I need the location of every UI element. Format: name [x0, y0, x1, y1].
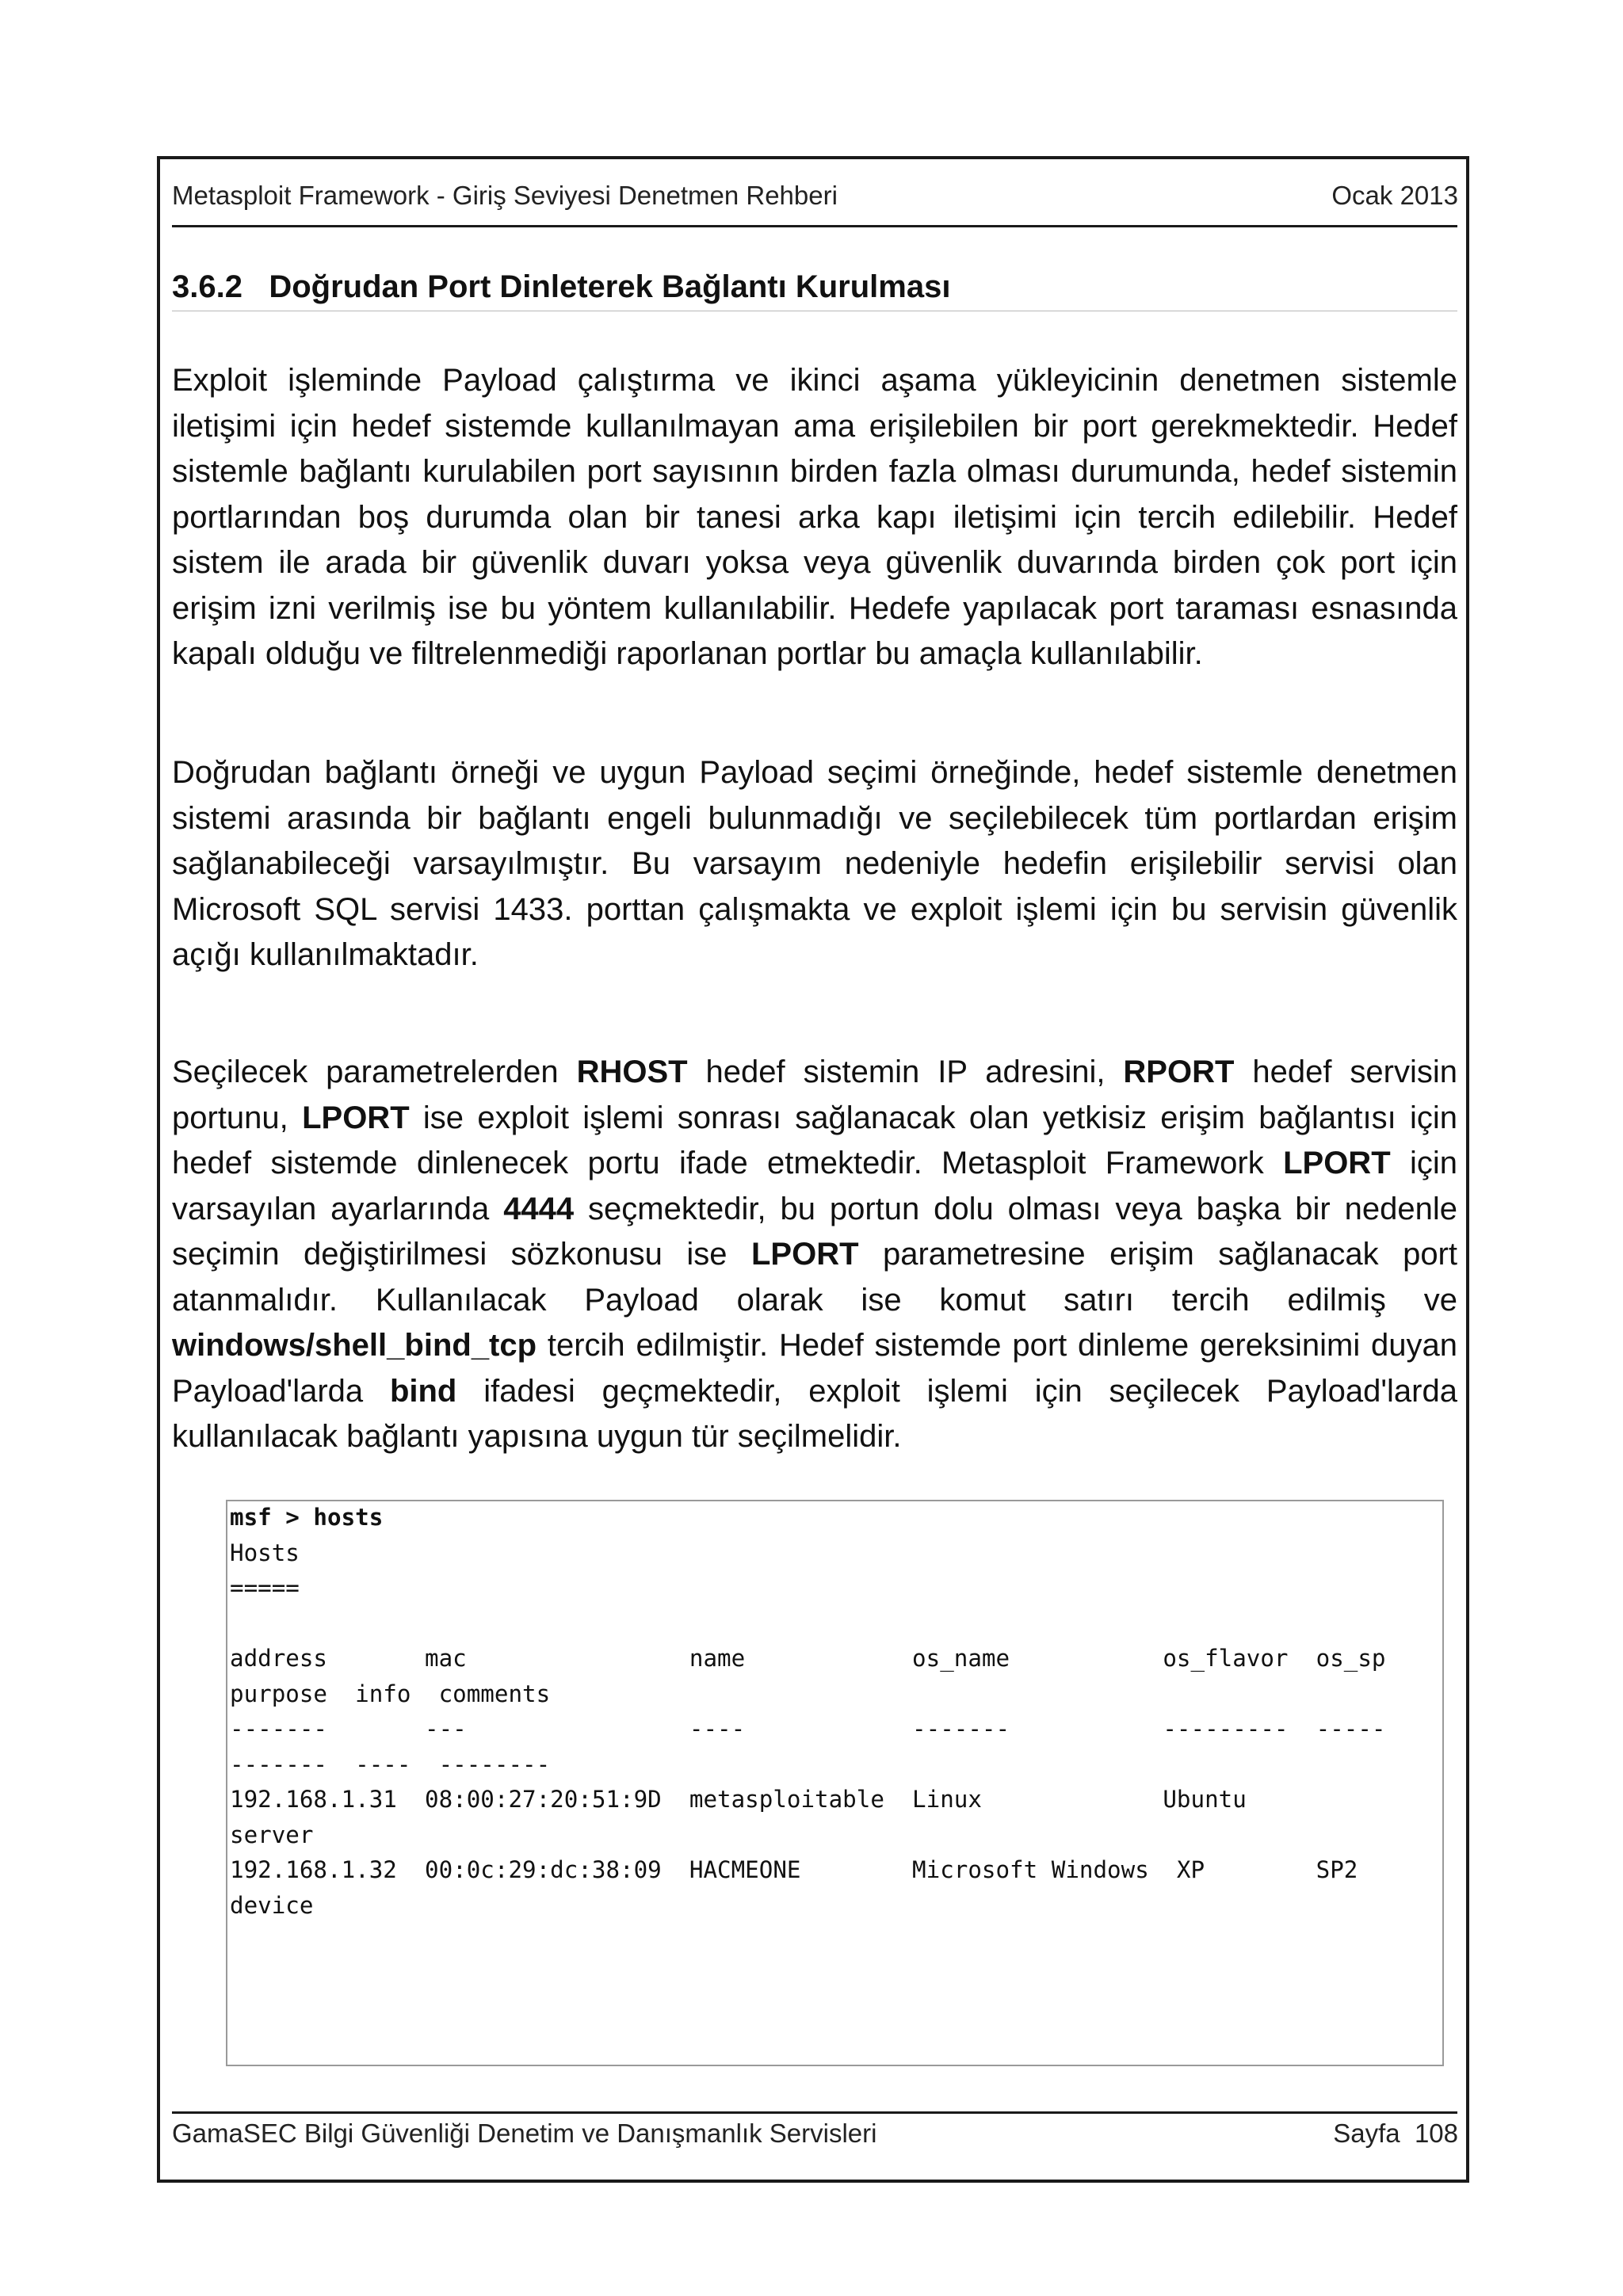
- footer-rule: [172, 2111, 1457, 2114]
- term-lport: LPORT: [1283, 1146, 1391, 1180]
- term-bind: bind: [389, 1373, 457, 1409]
- paragraph-2: Doğrudan bağlantı örneği ve uygun Payload seçimi örneğinde, hedef sistemle denetmen sistemi arasında bir bağlantı engeli bulunmadığı ve seçilebilecek tüm portlardan erişim sağlanabileceği varsayılmıştır. Bu varsayım nedeniyle hedefin erişilebilir servisi olan Microsoft SQL servisi 1433. porttan çalışmakta ve exploit işlemi için bu servisin güvenlik açığı kullanılmaktadır.: [172, 755, 1457, 972]
- paragraph-3: Seçilecek parametrelerden RHOST hedef sistemin IP adresini, RPORT hedef servisin portunu, LPORT ise exploit işlemi sonrası sağlanacak olan yetkisiz erişim bağlantısı için hedef sistemde dinlenecek portu ifade etmektedir. Metasploit Framework LPORT için varsayılan ayarlarında 4444 seçmektedir, bu portun dolu olması veya başka bir nedenle seçimin değiştirilmesi sözkonusu ise LPORT parametresine erişim sağlanacak port atanmalıdır. Kullanılacak Payload olarak ise komut satırı tercih edilmiş ve windows/shell_bind_tcp tercih edilmiştir. Hedef sistemde port dinleme gereksinimi duyan Payload'larda bind ifadesi geçmektedir, exploit işlemi için seçilecek Payload'larda kullanılacak bağlantı yapısına uygun tür seçilmelidir.: [172, 1055, 1458, 1454]
- paragraph-1: Exploit işleminde Payload çalıştırma ve ikinci aşama yükleyicinin denetmen sistemle iletişimi için hedef sistemde kullanılmayan ama erişilebilen bir port gerekmektedir. Hedef sistemle bağlantı kurulabilen port sayısının birden fazla olması durumunda, hedef sistemin portlarından boş durumda olan bir tanesi arka kapı iletişimi için tercih edilebilir. Hedef sistem ile arada bir güvenlik duvarı yoksa veya güvenlik duvarında birden çok port için erişim izni verilmiş ise bu yöntem kullanılabilir. Hedefe yapılacak port taraması esnasında kapalı olduğu ve filtrelenmediği raporlanan portlar bu amaçla kullanılabilir.: [172, 363, 1457, 671]
- section-number: 3.6.2: [172, 269, 242, 304]
- footer-page: [1333, 2119, 1458, 2149]
- term-default-port: 4444: [503, 1191, 575, 1226]
- page-number: 108: [1414, 2119, 1458, 2148]
- term-lport: LPORT: [750, 1237, 859, 1272]
- console-result: Hosts ===== address mac name os_name os_flavor os_sp purpose info comments ------- --- ---- ------- --------- ----- ------- ---- -------- 192.168.1.31 08:00:27:20:51:9D metasploitable Linux Ubuntu server 192.168.1.32 00:0c:29:dc:38:09 HACMEONE Microsoft Windows XP SP2 device: [230, 1539, 1386, 1919]
- section-heading: [172, 269, 950, 305]
- header-date: Ocak 2013: [1331, 181, 1458, 210]
- console-output: [230, 1500, 1386, 1923]
- section-title: Doğrudan Port Dinleterek Bağlantı Kurulması: [269, 269, 951, 304]
- term-rhost: RHOST: [576, 1055, 688, 1089]
- page-label: Sayfa: [1333, 2119, 1400, 2148]
- term-lport: LPORT: [302, 1100, 410, 1135]
- term-rport: RPORT: [1123, 1055, 1235, 1089]
- header-title: Metasploit Framework - Giriş Seviyesi Denetmen Rehberi: [172, 181, 838, 210]
- console-command: msf > hosts: [230, 1504, 384, 1531]
- header-rule: [172, 225, 1457, 227]
- term-payload: windows/shell_bind_tcp: [172, 1328, 537, 1363]
- footer-company: GamaSEC Bilgi Güvenliği Denetim ve Danışmanlık Servisleri: [172, 2119, 877, 2148]
